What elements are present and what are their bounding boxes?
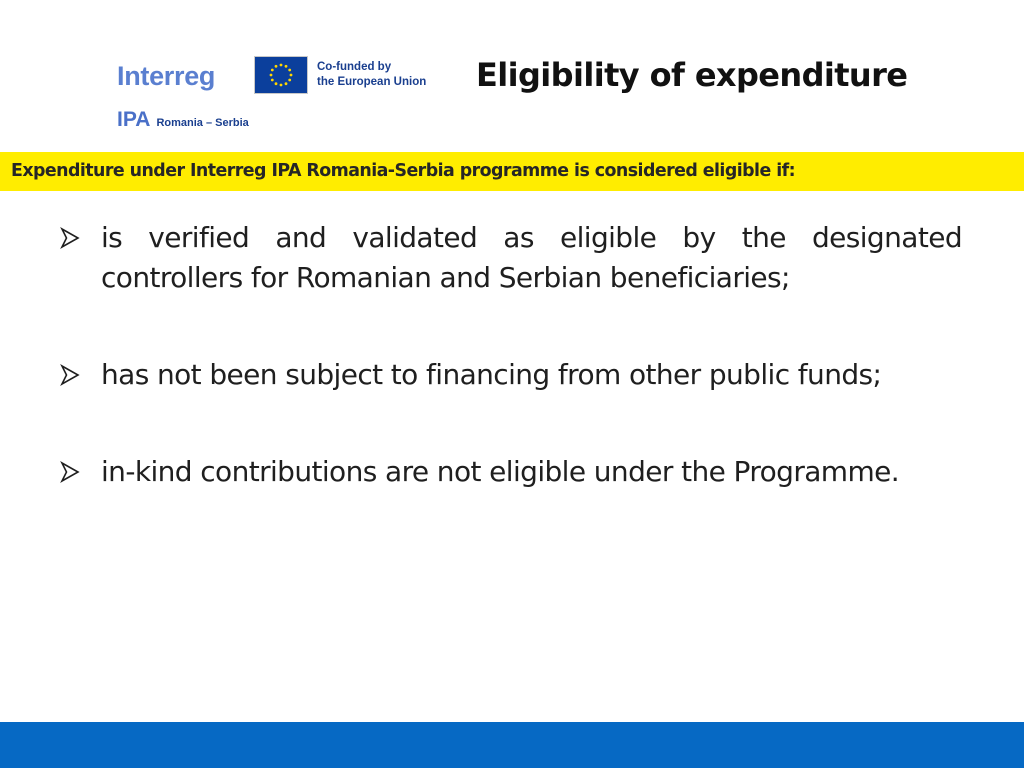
bullet-text: is verified and validated as eligible by the designated controllers for Romanian and Serbian beneficiaries; [101,221,962,294]
list-item [60,355,962,395]
page-title: Eligibility of expenditure [476,56,908,94]
ipa-row [117,109,249,130]
footer-bar [0,722,1024,768]
programme-logo [117,54,447,134]
banner-text: Expenditure under Interreg IPA Romania-Serbia programme is considered eligible if: [11,161,796,181]
ipa-wordmark: IPA [117,108,151,131]
cofunded-line-2: the European Union [317,76,427,88]
banner [0,152,1024,191]
region-label: Romania – Serbia [156,117,249,129]
eu-stars-circle [255,57,307,93]
cofunded-text [317,60,426,90]
interreg-wordmark: Interreg [117,61,216,91]
arrowhead-bullet-icon [60,227,82,249]
bullet-list [60,218,962,549]
list-item [60,452,962,492]
arrowhead-bullet-icon [60,461,82,483]
bullet-text: in-kind contributions are not eligible under the Programme. [101,455,900,488]
list-item [60,218,962,298]
arrowhead-bullet-icon [60,364,82,386]
cofunded-line-1: Co-funded by [317,61,392,73]
bullet-text: has not been subject to financing from other public funds; [101,358,882,391]
eu-flag-icon [254,56,308,94]
